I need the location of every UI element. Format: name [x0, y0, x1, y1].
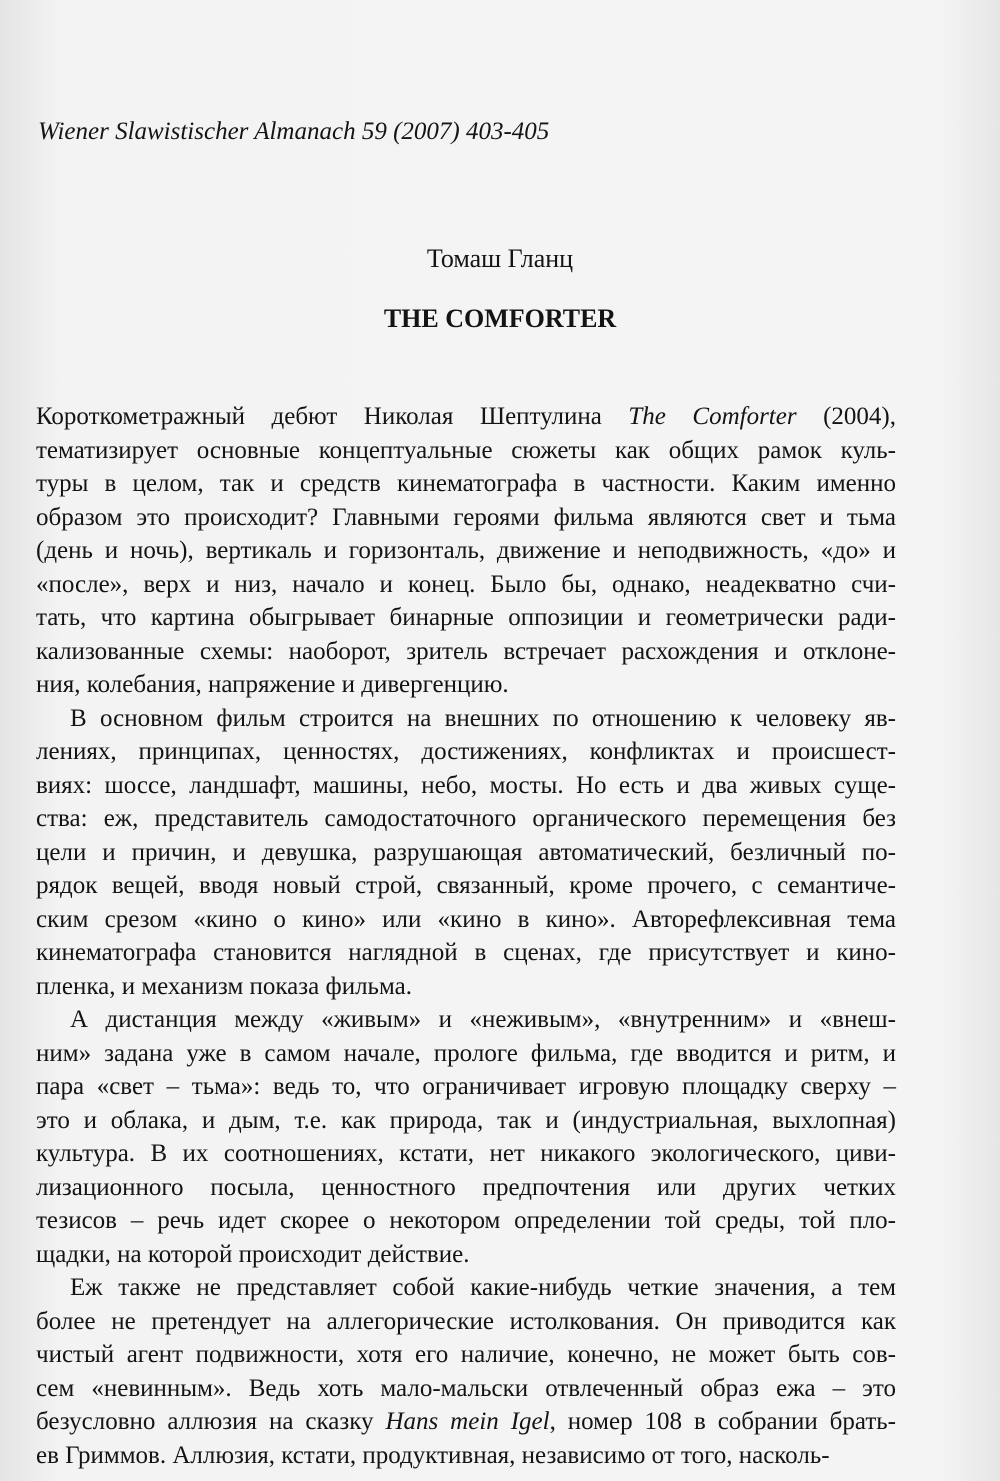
- text-line: [36, 668, 896, 702]
- text-segment: «после», верх и низ, начало и конец. Было бы, однако, неадекватно счи-: [36, 570, 896, 598]
- text-line: [36, 1204, 896, 1238]
- text-line: [36, 802, 896, 836]
- text-segment: Короткометражный дебют Николая Шептулина: [36, 403, 629, 430]
- italic-title: The Comforter: [628, 403, 797, 430]
- text-segment: лениях, принципах, ценностях, достижениях, конфликтах и происшест-: [36, 738, 896, 765]
- text-segment: более не претендует на аллегорические истолкования. Он приводится как: [36, 1307, 896, 1335]
- text-segment: А дистанция между «живым» и «неживым», «внутренним» и «внеш-: [70, 1006, 896, 1033]
- body-paragraph: [36, 702, 896, 1004]
- text-line: [36, 970, 896, 1004]
- text-line: [36, 635, 896, 669]
- body-paragraph: [36, 1003, 896, 1271]
- text-line: [36, 769, 896, 803]
- text-line: [36, 1070, 896, 1104]
- text-line: [36, 1338, 896, 1372]
- text-segment: цели и причин, и девушка, разрушающая автоматический, безличный по-: [36, 838, 896, 866]
- text-segment: кализованные схемы: наоборот, зритель встречает расхождения и отклоне-: [36, 637, 896, 665]
- text-line: [36, 1137, 896, 1171]
- text-line: [36, 467, 896, 501]
- text-segment: образом это происходит? Главными героями фильма являются свет и тьма: [36, 503, 896, 531]
- body-paragraph: [36, 1271, 896, 1472]
- article-author: Томаш Гланц: [426, 244, 574, 273]
- text-segment: Еж также не представляет собой какие-нибудь четкие значения, а тем: [70, 1274, 896, 1301]
- text-line: [36, 1372, 896, 1406]
- text-segment: сем «невинным». Ведь хоть мало-мальски отвлеченный образ ежа – это: [36, 1374, 896, 1402]
- text-line: [36, 434, 896, 468]
- journal-citation: Wiener Slawistischer Almanach 59 (2007) 403-405: [38, 118, 550, 145]
- text-segment: тезисов – речь идет скорее о некотором определении той среды, той пло-: [36, 1207, 896, 1234]
- article-body: [36, 400, 896, 1472]
- text-segment: туры в целом, так и средств кинематографа в частности. Каким именно: [36, 470, 896, 497]
- text-segment: (день и ночь), вертикаль и горизонталь, движение и неподвижность, «до» и: [36, 537, 896, 564]
- text-segment: В основном фильм строится на внешних по отношению к человеку яв-: [70, 704, 896, 732]
- text-segment: рядок вещей, вводя новый строй, связанный, кроме прочего, с семантиче-: [36, 872, 896, 899]
- article-title: THE COMFORTER: [383, 304, 617, 333]
- text-segment: ства: еж, представитель самодостаточного органического перемещения без: [36, 805, 896, 832]
- text-line: [36, 836, 896, 870]
- text-line: [36, 601, 896, 635]
- text-line: [36, 735, 896, 769]
- text-line: [36, 1171, 896, 1205]
- text-segment: безусловно аллюзия на сказку: [36, 1408, 386, 1435]
- text-segment: ним» задана уже в самом начале, прологе фильма, где вводится и ритм, и: [36, 1039, 896, 1067]
- italic-title: Hans mein Igel: [385, 1408, 550, 1435]
- text-line: [36, 1037, 896, 1071]
- text-segment: пара «свет – тьма»: ведь то, что ограничивает игровую площадку сверху –: [36, 1073, 896, 1100]
- text-segment: кинематографа становится наглядной в сценах, где присутствует и кино-: [36, 939, 896, 966]
- text-segment: тематизирует основные концептуальные сюжеты как общих рамок куль-: [36, 436, 896, 464]
- text-segment: ния, колебания, напряжение и дивергенцию.: [36, 671, 509, 698]
- text-segment: , номер 108 в собрании брать-: [549, 1408, 897, 1435]
- text-segment: щадки, на которой происходит действие.: [36, 1240, 470, 1268]
- text-line: [36, 1439, 896, 1473]
- text-line: [36, 1003, 896, 1037]
- text-segment: виях: шоссе, ландшафт, машины, небо, мосты. Но есть и два живых суще-: [36, 771, 896, 799]
- text-line: [36, 702, 896, 736]
- text-line: [36, 1305, 896, 1339]
- text-segment: чистый агент подвижности, хотя его наличие, конечно, не может быть сов-: [36, 1341, 896, 1368]
- text-line: [36, 568, 896, 602]
- text-segment: ев Гриммов. Аллюзия, кстати, продуктивная, независимо от того, насколь-: [36, 1441, 830, 1469]
- text-line: [36, 869, 896, 903]
- text-line: [36, 501, 896, 535]
- text-segment: это и облака, и дым, т.е. как природа, так и (индустриальная, выхлопная): [36, 1106, 896, 1134]
- text-line: [36, 936, 896, 970]
- text-segment: культура. В их соотношениях, кстати, нет никакого экологического, циви-: [36, 1140, 896, 1167]
- text-segment: лизационного посыла, ценностного предпочтения или других четких: [36, 1173, 896, 1201]
- text-line: [36, 1104, 896, 1138]
- text-line: [36, 903, 896, 937]
- text-segment: (2004),: [796, 403, 896, 430]
- text-line: [36, 1405, 896, 1439]
- text-line: [36, 1238, 896, 1272]
- text-line: [36, 1271, 896, 1305]
- text-line: [36, 400, 896, 434]
- body-paragraph: [36, 400, 896, 702]
- text-segment: тать, что картина обыгрывает бинарные оппозиции и геометрически ради-: [36, 604, 896, 631]
- text-segment: ским срезом «кино о кино» или «кино в кино». Авторефлексивная тема: [36, 905, 896, 933]
- text-line: [36, 534, 896, 568]
- text-segment: пленка, и механизм показа фильма.: [36, 972, 412, 1000]
